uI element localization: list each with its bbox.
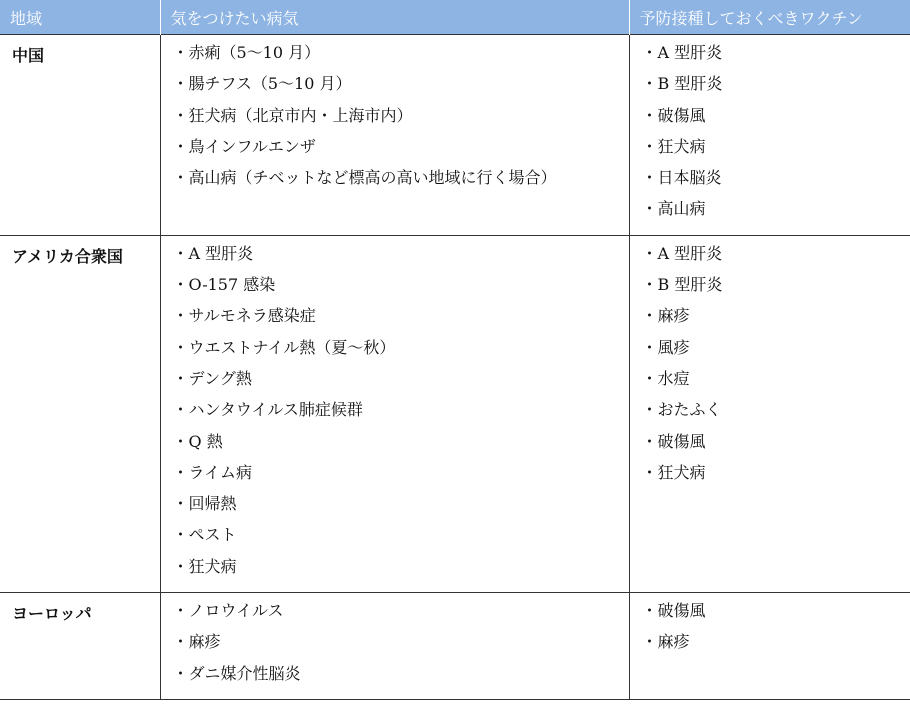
vaccine-item: ・麻疹 <box>641 632 690 652</box>
disease-item: ・狂犬病（北京市内・上海市内） <box>172 105 413 125</box>
disease-item: ・ハンタウイルス肺症候群 <box>172 400 363 420</box>
vaccine-item: ・風疹 <box>641 337 690 357</box>
vaccine-item: ・狂犬病 <box>641 136 706 156</box>
vaccine-item: ・麻疹 <box>641 306 690 326</box>
vaccine-item: ・A 型肝炎 <box>641 243 723 263</box>
disease-item: ・ペスト <box>172 525 237 545</box>
disease-item: ・鳥インフルエンザ <box>172 136 316 156</box>
vaccine-item: ・破傷風 <box>641 431 706 451</box>
disease-item: ・ライム病 <box>172 462 253 482</box>
diseases-cell <box>160 235 629 592</box>
disease-item: ・A 型肝炎 <box>172 243 254 263</box>
disease-item: ・腸チフス（5～10 月） <box>172 74 352 94</box>
vaccine-item: ・狂犬病 <box>641 462 706 482</box>
header-region: 地域 <box>0 0 160 35</box>
diseases-cell <box>160 593 629 700</box>
table-row <box>0 593 910 700</box>
vaccines-cell <box>629 35 910 236</box>
table-row <box>0 235 910 592</box>
region-cell: アメリカ合衆国 <box>0 235 160 592</box>
disease-item: ・O-157 感染 <box>172 275 276 295</box>
disease-item: ・Q 熱 <box>172 431 223 451</box>
vaccine-item: ・B 型肝炎 <box>641 74 723 94</box>
vaccine-item: ・高山病 <box>641 199 706 219</box>
table-row <box>0 35 910 236</box>
header-vaccines: 予防接種しておくべきワクチン <box>629 0 910 35</box>
header-diseases: 気をつけたい病気 <box>160 0 629 35</box>
region-cell: ヨーロッパ <box>0 593 160 700</box>
disease-item: ・赤痢（5～10 月） <box>172 43 321 62</box>
vaccine-item: ・B 型肝炎 <box>641 275 723 295</box>
disease-item: ・ノロウイルス <box>172 601 284 621</box>
disease-item: ・サルモネラ感染症 <box>172 306 316 326</box>
header-row <box>0 0 910 35</box>
vaccine-item: ・水痘 <box>641 368 690 388</box>
vaccine-item: ・破傷風 <box>641 105 706 125</box>
disease-item: ・デング熱 <box>172 368 252 388</box>
disease-item: ・回帰熱 <box>172 494 237 514</box>
diseases-cell <box>160 35 629 236</box>
disease-item: ・狂犬病 <box>172 556 237 576</box>
vaccine-item: ・おたふく <box>641 400 722 420</box>
vaccine-item: ・A 型肝炎 <box>641 43 723 62</box>
vaccine-item: ・破傷風 <box>641 601 706 621</box>
disease-item: ・ウエストナイル熱（夏～秋） <box>172 337 396 357</box>
disease-item: ・高山病（チベットなど標高の高い地域に行く場合） <box>172 168 557 188</box>
vaccine-item: ・日本脳炎 <box>641 168 722 188</box>
disease-item: ・ダニ媒介性脳炎 <box>172 663 301 683</box>
vaccines-cell <box>629 593 910 700</box>
disease-item: ・麻疹 <box>172 632 221 652</box>
region-cell: 中国 <box>0 35 160 236</box>
vaccines-cell <box>629 235 910 592</box>
